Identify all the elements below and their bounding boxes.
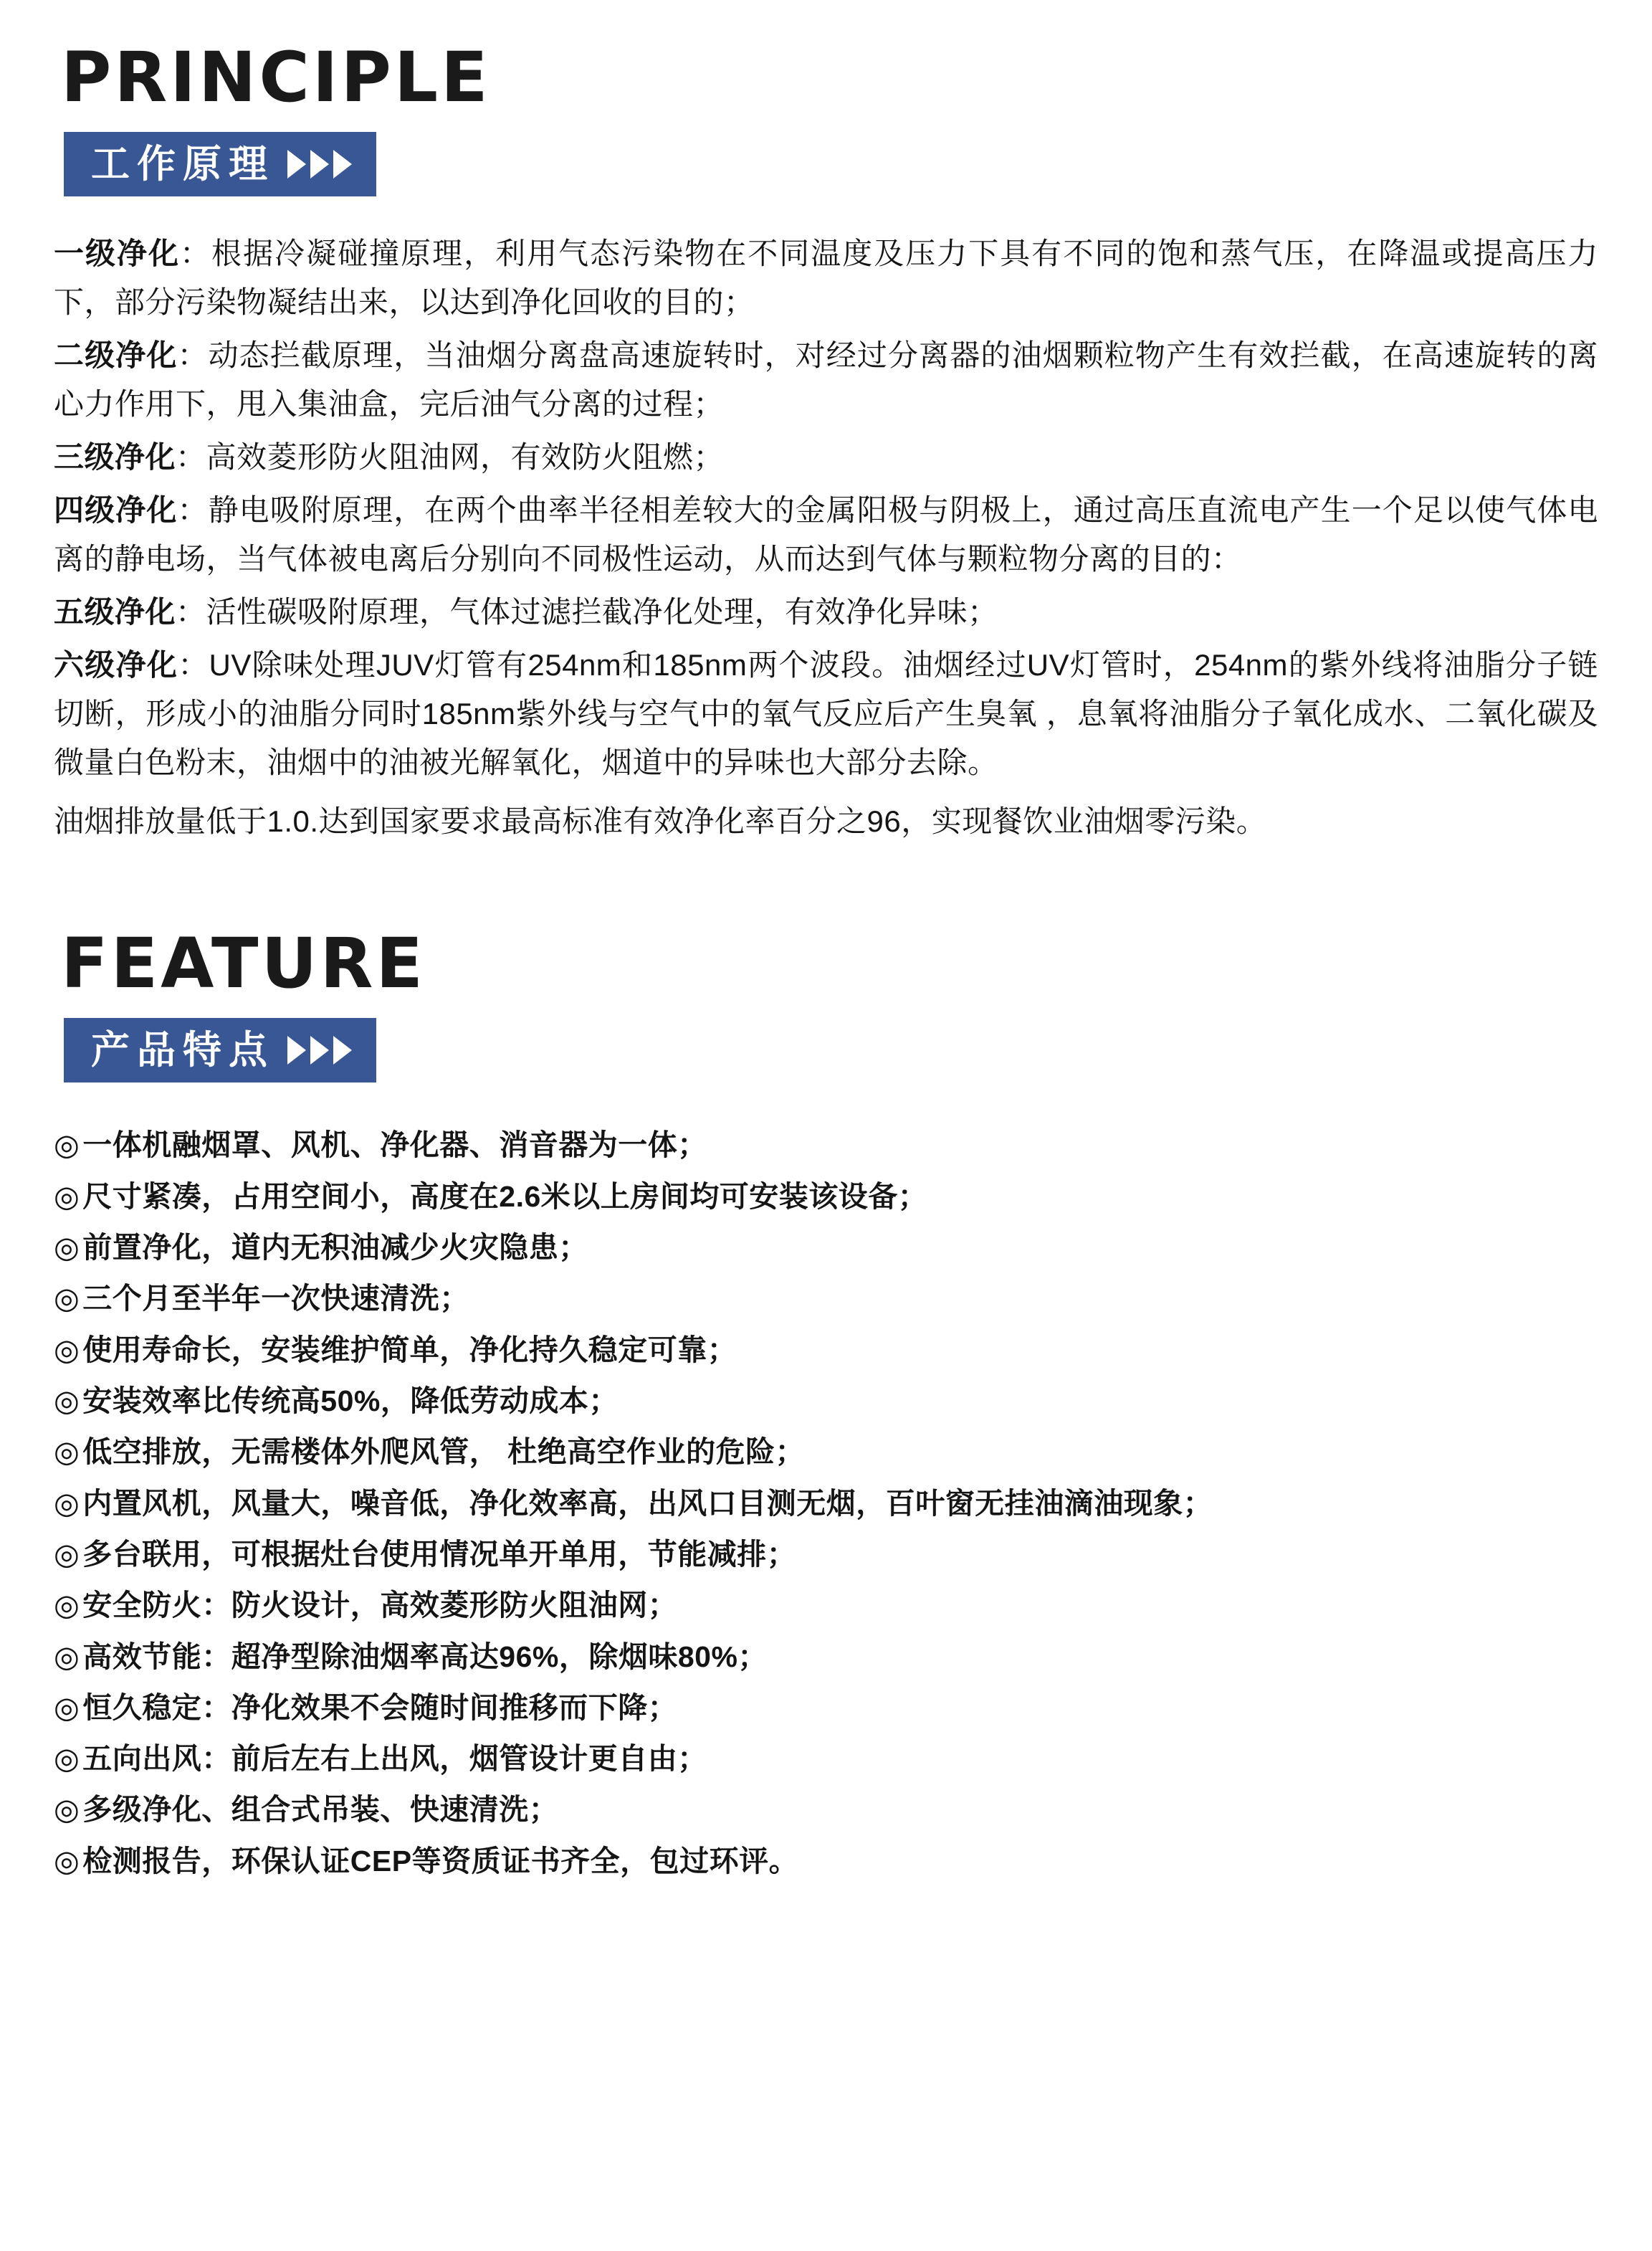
section-principle	[54, 37, 1598, 846]
list-item-label: 前置净化，道内无积油减少火灾隐患；	[82, 1231, 588, 1264]
list-item	[54, 1532, 1598, 1576]
double-circle-bullet-icon: ◎	[54, 1231, 80, 1264]
double-circle-bullet-icon: ◎	[54, 1537, 80, 1571]
double-circle-bullet-icon: ◎	[54, 1589, 80, 1622]
principle-item-text: ：活性碳吸附原理，气体过滤拦截净化处理，有效净化异味；	[176, 595, 998, 629]
list-item-label: 多级净化、组合式吊装、快速清洗；	[82, 1793, 559, 1827]
list-item-label: 恒久稳定：净化效果不会随时间推移而下降；	[82, 1690, 678, 1724]
principle-item-text: ：高效菱形防火阻油网，有效防火阻燃；	[176, 440, 725, 475]
badge-feature-label: 产品特点	[91, 1029, 274, 1072]
list-item	[54, 1736, 1598, 1781]
double-circle-bullet-icon: ◎	[54, 1384, 80, 1417]
list-item-label: 检测报告，环保认证CEP等资质证书齐全，包过环评。	[82, 1844, 799, 1878]
principle-item-text: ：UV除味处理JUV灯管有254nm和185nm两个波段。油烟经过UV灯管时，254nm的紫外线将油脂分子链切断，形成小的油脂分同时185nm紫外线与空气中的氧气反应后产生臭氧 ，息氧将油脂分子氧化成水、二氧化碳及微量白色粉末，油烟中的油被光解氧化，烟道中的异味也大部分去除。	[54, 648, 1598, 780]
triple-chevron-right-icon	[287, 150, 352, 179]
principle-item	[54, 486, 1598, 584]
list-item-label: 五向出风：前后左右上出风，烟管设计更自由；	[82, 1742, 707, 1776]
double-circle-bullet-icon: ◎	[54, 1486, 80, 1520]
list-item	[54, 1787, 1598, 1832]
badge-principle-label: 工作原理	[91, 143, 274, 186]
list-item	[54, 1276, 1598, 1320]
list-item	[54, 1123, 1598, 1167]
feature-list	[54, 1123, 1598, 1883]
principle-item	[54, 433, 1598, 482]
principle-item	[54, 588, 1598, 637]
principle-item-label: 二级净化	[54, 338, 178, 373]
principle-item-text: ：动态拦截原理，当油烟分离盘高速旋转时，对经过分离器的油烟颗粒物产生有效拦截，在高速旋转的离心力作用下，甩入集油盒，完后油气分离的过程；	[54, 338, 1598, 422]
double-circle-bullet-icon: ◎	[54, 1128, 80, 1162]
list-item-label: 安装效率比传统高50%，降低劳动成本；	[82, 1384, 619, 1417]
double-circle-bullet-icon: ◎	[54, 1333, 80, 1366]
list-item	[54, 1379, 1598, 1423]
list-item	[54, 1225, 1598, 1270]
list-item-label: 多台联用，可根据灶台使用情况单开单用，节能减排；	[82, 1537, 797, 1571]
list-item	[54, 1429, 1598, 1474]
list-item	[54, 1174, 1598, 1219]
list-item-label: 高效节能：超净型除油烟率高达96%，除烟味80%；	[82, 1640, 768, 1673]
principle-item-label: 六级净化	[54, 648, 178, 682]
double-circle-bullet-icon: ◎	[54, 1844, 80, 1878]
list-item	[54, 1481, 1598, 1526]
double-circle-bullet-icon: ◎	[54, 1640, 80, 1673]
list-item-label: 三个月至半年一次快速清洗；	[82, 1282, 469, 1315]
list-item	[54, 1685, 1598, 1730]
list-item-label: 使用寿命长，安装维护简单，净化持久稳定可靠；	[82, 1333, 737, 1366]
list-item-label: 一体机融烟罩、风机、净化器、消音器为一体；	[82, 1128, 707, 1162]
principle-item-text: ：静电吸附原理，在两个曲率半径相差较大的金属阳极与阴极上，通过高压直流电产生一个足以使气体电离的静电场，当气体被电离后分别向不同极性运动，从而达到气体与颗粒物分离的目的：	[54, 493, 1598, 576]
principle-body	[54, 229, 1598, 846]
page-title-principle-en: PRINCIPLE	[61, 37, 491, 118]
list-item-label: 安全防火：防火设计，高效菱形防火阻油网；	[82, 1589, 678, 1622]
list-item-label: 尺寸紧凑，占用空间小，高度在2.6米以上房间均可安装该设备；	[82, 1179, 928, 1213]
double-circle-bullet-icon: ◎	[54, 1690, 80, 1724]
principle-item	[54, 229, 1598, 327]
list-item-label: 低空排放，无需楼体外爬风管， 杜绝高空作业的危险；	[82, 1435, 806, 1469]
principle-item	[54, 641, 1598, 787]
double-circle-bullet-icon: ◎	[54, 1793, 80, 1827]
badge-principle	[64, 132, 376, 196]
page-title-feature-en: FEATURE	[61, 923, 426, 1004]
list-item	[54, 1839, 1598, 1883]
principle-item-label: 三级净化	[54, 440, 176, 475]
principle-item-label: 四级净化	[54, 493, 178, 528]
list-item	[54, 1583, 1598, 1627]
triple-chevron-right-icon	[287, 1036, 352, 1065]
list-item	[54, 1328, 1598, 1372]
principle-item-label: 五级净化	[54, 595, 176, 629]
principle-item-text: ：根据冷凝碰撞原理，利用气态污染物在不同温度及压力下具有不同的饱和蒸气压，在降温或提高压力下，部分污染物凝结出来，以达到净化回收的目的；	[54, 237, 1598, 320]
list-item	[54, 1634, 1598, 1679]
section-feature	[54, 923, 1598, 1883]
principle-closing: 油烟排放量低于1.0.达到国家要求最高标准有效净化率百分之96，实现餐饮业油烟零污染。	[54, 804, 1267, 839]
double-circle-bullet-icon: ◎	[54, 1282, 80, 1315]
double-circle-bullet-icon: ◎	[54, 1742, 80, 1776]
double-circle-bullet-icon: ◎	[54, 1435, 80, 1469]
badge-feature	[64, 1018, 376, 1082]
principle-item	[54, 331, 1598, 429]
list-item-label: 内置风机，风量大，噪音低，净化效率高，出风口目测无烟，百叶窗无挂油滴油现象；	[82, 1486, 1213, 1520]
double-circle-bullet-icon: ◎	[54, 1179, 80, 1213]
principle-item-label: 一级净化	[54, 237, 181, 270]
